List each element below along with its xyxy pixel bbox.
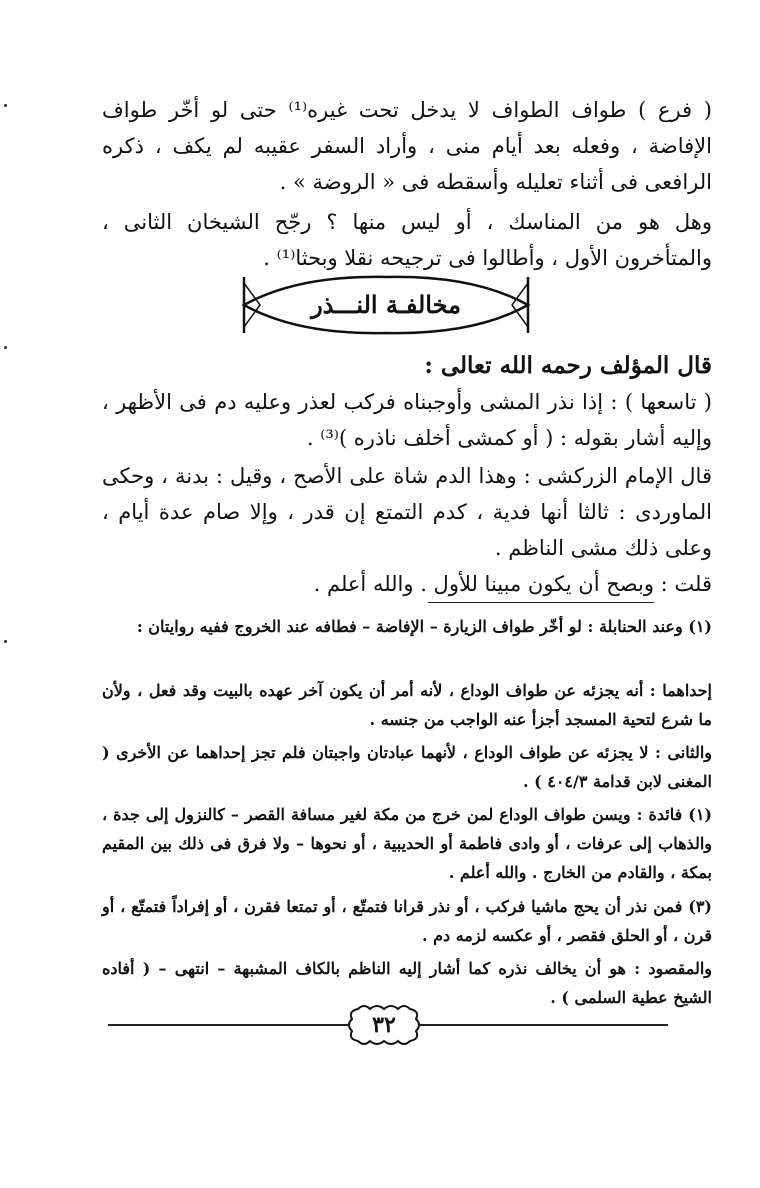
footnote-separator <box>428 602 654 603</box>
bottom-rule-right <box>420 1024 668 1026</box>
margin-dot <box>4 104 7 107</box>
footnote-2: (١) فائدة : ويسن طواف الوداع لمن خرج من مكة لغير مسافة القصر – كالنزول إلى جدة ، والذهاب إلى عرفات ، أو وادى فاطمة أو الحديبية ، أو نحوها – ولا فرق فى ذلك بين المقيم بمكة ، والقادم من الخارج . والله أعلم . <box>102 805 712 882</box>
bottom-rule-left <box>108 1024 348 1026</box>
section-heading-frame <box>238 273 534 337</box>
page-number-frame <box>344 1003 424 1047</box>
author-said-heading: قال المؤلف رحمه الله تعالى : <box>424 352 712 379</box>
margin-dot <box>4 346 7 349</box>
paragraph-qultu: قلت : وبصح أن يكون مبينا للأول . والله أعلم . <box>313 572 712 596</box>
paragraph-zarkashi: قال الإمام الزركشى : وهذا الدم شاة على الأصح ، وقيل : بدنة ، وحكى الماوردى : ثالثا أنها فدية ، كدم التمتع إن قدر ، وإلا صام عدة أيام ، وعلى ذلك مشى الناظم . <box>102 464 712 560</box>
footnote-1-second-opinion: والثانى : لا يجزئه عن طواف الوداع ، لأنهما عبادتان واجبتان فلم تجز إحداهما عن الأخرى ( المغنى لابن قدامة ٤٠٤/٣ ) . <box>102 743 712 791</box>
footnote-1-first-opinion: إحداهما : أنه يجزئه عن طواف الوداع ، لأنه أمر أن يكون آخر عهده بالبيت وقد فعل ، ولأن ما شرع لتحية المسجد أجزأ عنه الواجب من جنسه . <box>102 681 712 729</box>
footnote-1: (١) وعند الحنابلة : لو أخّر طواف الزيارة – الإفاضة – فطافه عند الخروج ففيه روايتان : <box>136 617 712 636</box>
margin-dot <box>4 640 7 643</box>
footnote-3: (٣) فمن نذر أن يحج ماشيا فركب ، أو نذر قرانا فتمتّع ، أو تمتعا فقرن ، أو إفراداً فتمتّع ، أو قرن ، أو الحلق فقصر ، أو عكسه لزمه دم . <box>102 897 712 945</box>
section-title: مخالفـة النـــذر <box>311 290 461 319</box>
footnote-3-purpose: والمقصود : هو أن يخالف نذره كما أشار إليه الناظم بالكاف المشبهة – انتهى – ( أفاده الشيخ عطية السلمى ) . <box>102 959 712 1007</box>
paragraph-furu: ( فرع ) طواف الطواف لا يدخل تحت غيره⁽¹⁾ حتى لو أخّر طواف الإفاضة ، وفعله بعد أيام منى ، وأراد السفر عقيبه لم يكف ، ذكره الرافعى فى أثناء تعليله وأسقطه فى « الروضة » . <box>102 98 712 194</box>
paragraph-tasiuha: ( تاسعها ) : إذا نذر المشى وأوجبناه فركب لعذر وعليه دم فى الأظهر ، وإليه أشار بقوله : ( أو كمشى أخلف ناذره )⁽³⁾ . <box>102 390 712 450</box>
paragraph-manasik: وهل هو من المناسك ، أو ليس منها ؟ رجّح الشيخان الثانى ، والمتأخرون الأول ، وأطالوا فى ترجيحه نقلا وبحثا⁽¹⁾ . <box>102 210 712 270</box>
page-number: ٣٢ <box>372 1012 396 1038</box>
